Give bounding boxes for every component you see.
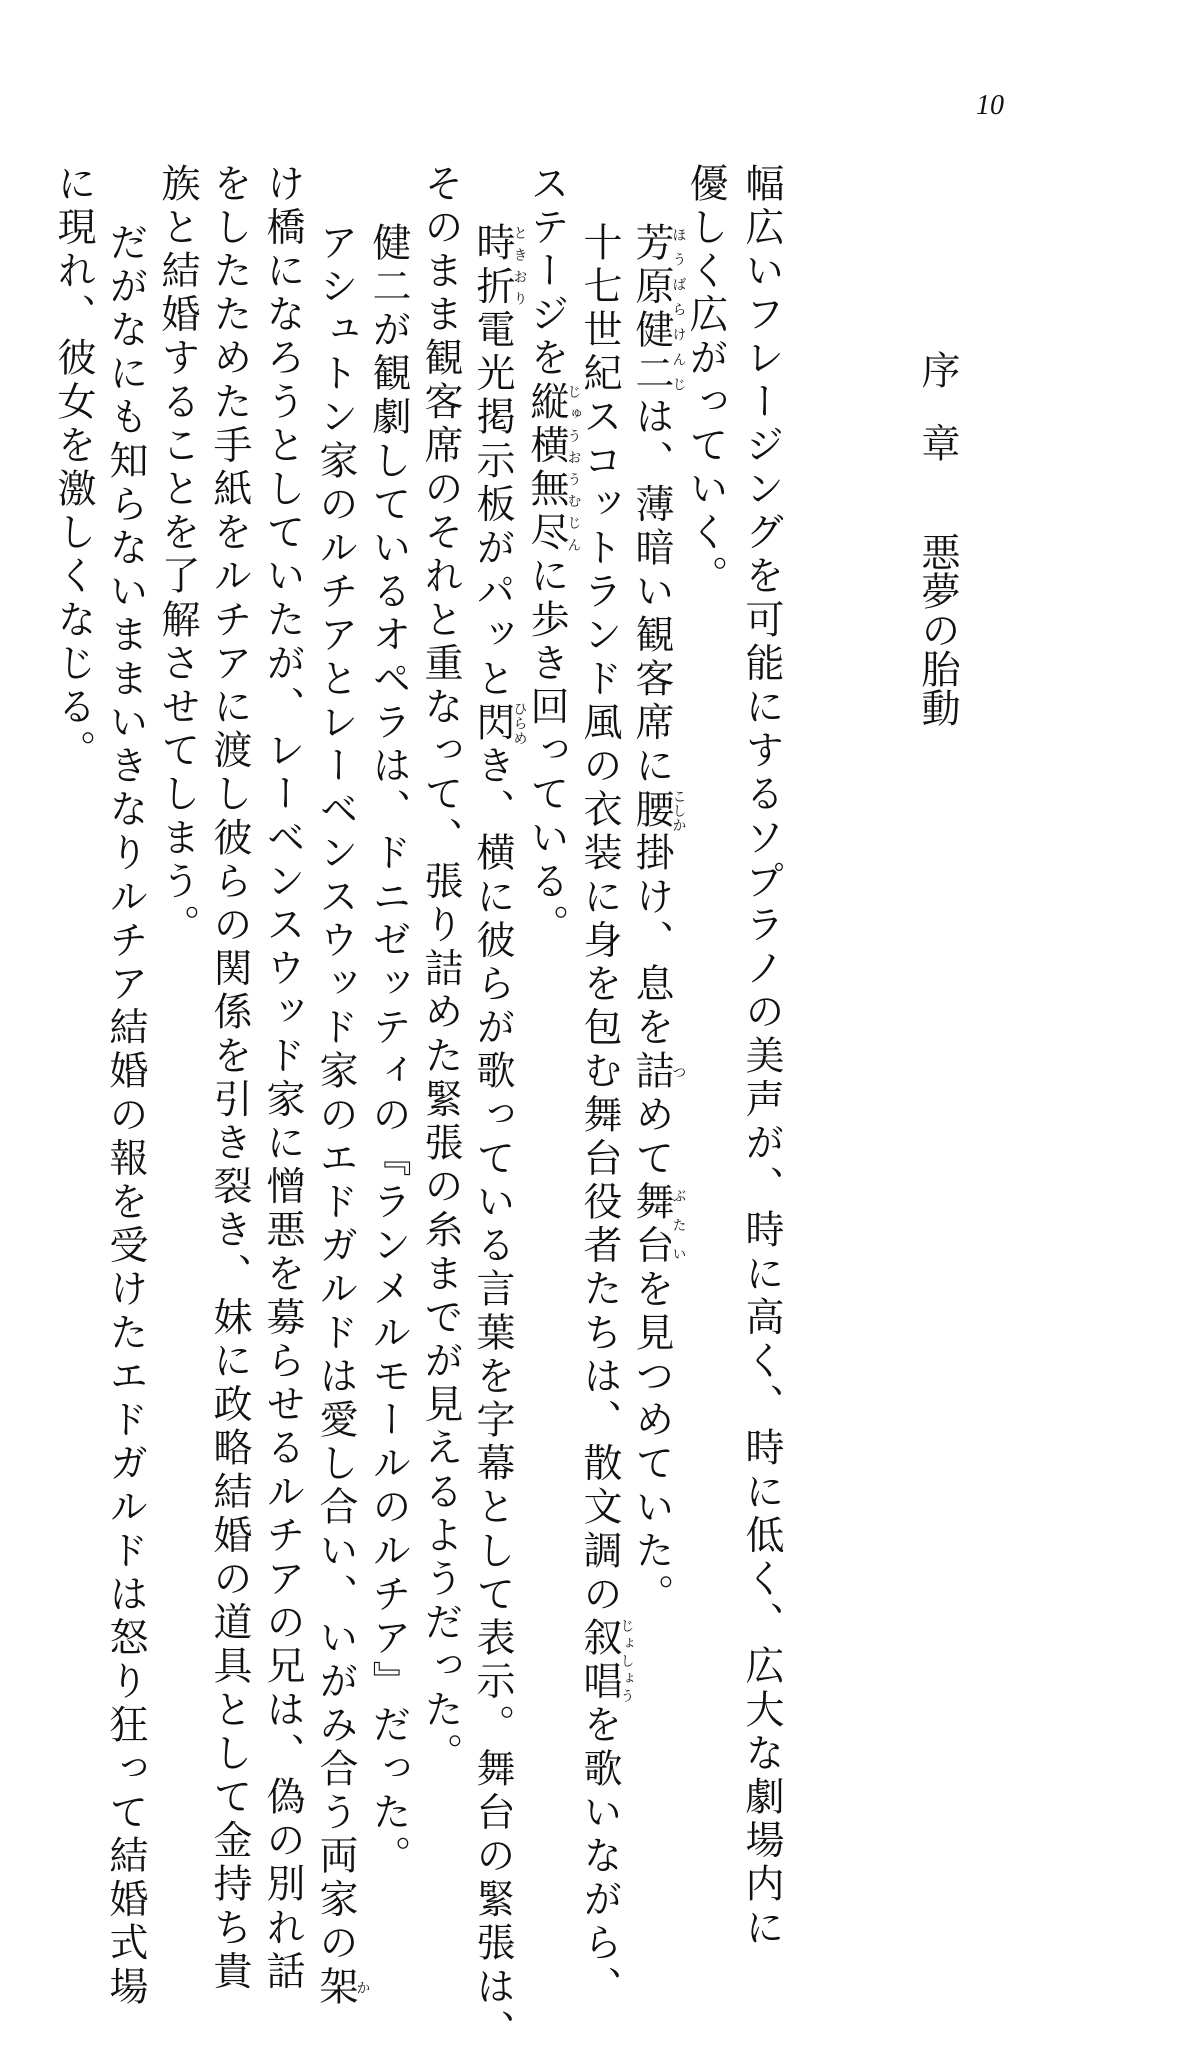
text-column-9: アシュトン家のルチアとレーベンスウッド家のエドガルドは愛し合い、いがみ合う両家の架か xyxy=(313,222,371,2010)
line-text: に現れ、彼女を激しくなじる。 xyxy=(51,163,96,774)
text-column-12 xyxy=(155,163,200,948)
text-column-4: 十七世紀スコットランド風の衣装に身を包む舞台役者たちは、散文調の叙唱じょしょうを歌いながら、 xyxy=(577,222,635,2010)
line-text: そのまま観客席のそれと重なって、張り詰めた緊張の糸までが見えるようだった。 xyxy=(418,163,463,1777)
ruby-text: 閃ひらめ xyxy=(470,701,528,746)
text-column-5: ステージを縦横無尽じゅうおうむじんに歩き回っている。 xyxy=(524,163,582,948)
text-column-14 xyxy=(51,163,96,774)
ruby-text: 時折ときおり xyxy=(470,222,528,310)
ruby-text: 架か xyxy=(313,1966,371,2010)
chapter-title: 悪夢の胎動 xyxy=(915,532,960,727)
chapter-label: 序 xyxy=(915,350,960,389)
line-text: け橋になろうとしていたが、レーベンスウッド家に憎悪を募らせるルチアの兄は、偽の別れ話 xyxy=(260,163,305,1995)
text-column-6: 時折ときおり電光掲示板がパッと閃ひらめき、横に彼らが歌っている言葉を字幕として表示。舞台の緊張は、 xyxy=(470,222,528,2053)
line-text: だがなにも知らないままいきなりルチア結婚の報を受けたエドガルドは怒り狂って結婚式場 xyxy=(103,222,148,2010)
ruby-text: 叙唱じょしょう xyxy=(577,1617,635,1705)
page-number: 10 xyxy=(976,90,1004,121)
text-column-11 xyxy=(207,163,252,1995)
line-text: 幅広いフレージングを可能にするソプラノの美声が、時に高く、時に低く、広大な劇場内に xyxy=(739,163,784,1951)
ruby-text: 詰つ xyxy=(629,1050,687,1095)
line-text: 優しく広がっていく。 xyxy=(683,163,728,599)
line-text: をしたためた手紙をルチアに渡し彼らの関係を引き裂き、妹に政略結婚の道具として金持ち貴 xyxy=(207,163,252,1995)
chapter-heading xyxy=(915,350,960,727)
text-column-8 xyxy=(366,222,411,1879)
ruby-text: 芳原健二ほうばらけんじ xyxy=(629,222,687,397)
text-column-7 xyxy=(418,163,463,1777)
text-column-13 xyxy=(103,222,148,2010)
line-text: 健二が観劇しているオペラは、ドニゼッティの『ランメルモールのルチア』だった。 xyxy=(366,222,411,1879)
text-column-1 xyxy=(739,163,784,1951)
text-column-10 xyxy=(260,163,305,1995)
text-column-3: 芳原健二ほうばらけんじは、薄暗い観客席に腰こしか掛け、息を詰つめて舞台ぶたいを見つめていた。 xyxy=(629,222,687,1618)
line-text: 族と結婚することを了解させてしまう。 xyxy=(155,163,200,948)
chapter-label-2: 章 xyxy=(915,423,960,462)
text-column-2 xyxy=(683,163,728,599)
ruby-text: 縦横無尽じゅうおうむじん xyxy=(524,381,582,556)
ruby-text: 腰こしか xyxy=(629,788,687,833)
ruby-text: 舞台ぶたい xyxy=(629,1181,687,1269)
